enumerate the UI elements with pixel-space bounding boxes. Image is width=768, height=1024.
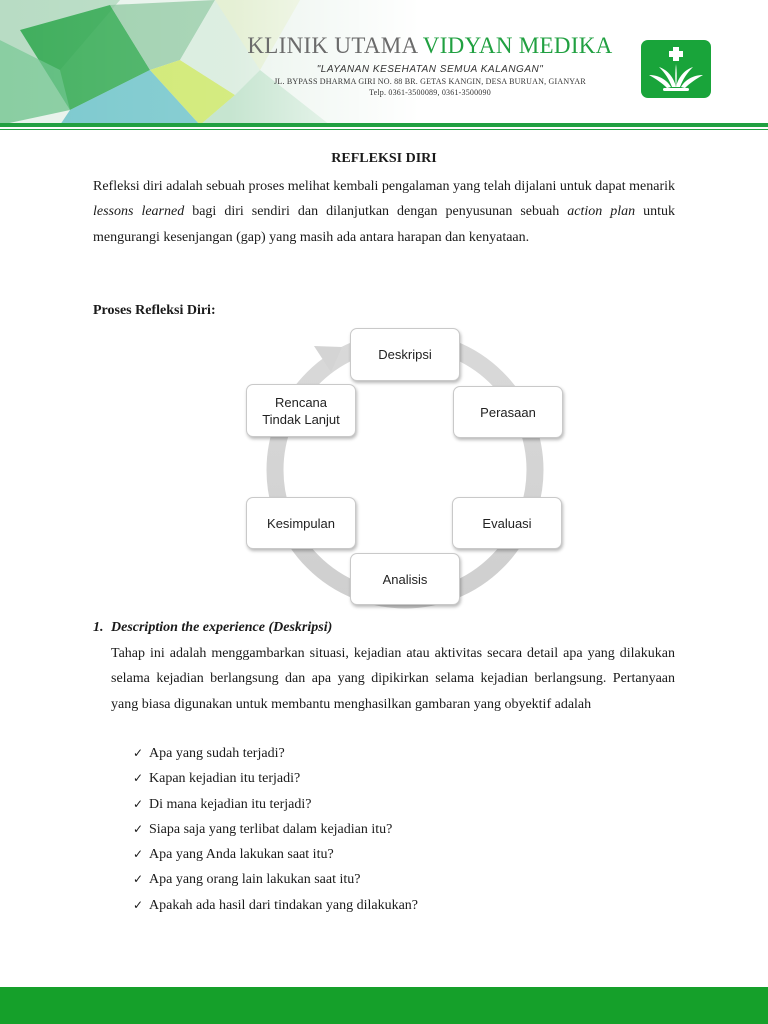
cycle-step-deskripsi: Deskripsi (350, 328, 460, 381)
list-item: ✓ Kapan kejadian itu terjadi? (133, 766, 418, 791)
list-item: ✓ Apa yang sudah terjadi? (133, 741, 418, 766)
clinic-header-text (230, 32, 630, 97)
intro-paragraph (93, 174, 675, 250)
check-icon: ✓ (133, 746, 144, 760)
intro-text-1: Refleksi diri adalah sebuah proses melihat kembali pengalaman yang telah dijalani untuk dapat menarik (93, 179, 675, 194)
document-title: REFLEKSI DIRI (331, 151, 437, 166)
clinic-phone: Telp. 0361-3500089, 0361-3500090 (369, 88, 491, 97)
list-item: ✓ Apa yang orang lain lakukan saat itu? (133, 867, 418, 892)
check-icon: ✓ (133, 771, 144, 786)
letterhead (0, 0, 768, 130)
list-item: ✓ Siapa saja yang terlibat dalam kejadian itu? (133, 817, 418, 842)
clinic-name-part2: VIDYAN MEDIKA (422, 33, 613, 58)
section-1-heading (93, 620, 332, 636)
cycle-step-rencana-tindak-lanjut: Rencana Tindak Lanjut (246, 384, 356, 437)
cycle-step-analisis: Analisis (350, 553, 460, 605)
clinic-address: JL. BYPASS DHARMA GIRI NO. 88 BR. GETAS KANGIN, DESA BURUAN, GIANYAR (274, 77, 586, 86)
header-rule-thin (0, 129, 768, 130)
check-icon: ✓ (133, 847, 144, 862)
intro-text-2: bagi diri sendiri dan dilanjutkan dengan penyusunan sebuah (184, 204, 568, 220)
cycle-step-perasaan: Perasaan (453, 386, 563, 438)
reflection-cycle-diagram (230, 320, 580, 620)
cycle-step-evaluasi: Evaluasi (452, 497, 562, 549)
palm-leaves-cross-logo-icon (641, 40, 711, 98)
intro-text-3: untuk mengurangi kesenjangan (gap) yang masih ada antara harapan dan kenyataan. (93, 204, 676, 245)
section-1-number: 1. (93, 620, 104, 635)
clinic-name (230, 32, 630, 60)
list-item: ✓ Di mana kejadian itu terjadi? (133, 792, 418, 817)
check-icon: ✓ (133, 796, 144, 811)
check-icon: ✓ (133, 897, 144, 912)
question-checklist (133, 741, 418, 918)
footer-band (0, 987, 768, 1024)
intro-emphasis-action-plan: action plan (567, 204, 636, 220)
clinic-name-part1: KLINIK UTAMA (247, 33, 418, 58)
process-heading: Proses Refleksi Diri: (93, 303, 216, 318)
intro-emphasis-lessons-learned: lessons learned (93, 204, 185, 220)
list-item: ✓ Apa yang Anda lakukan saat itu? (133, 842, 418, 867)
section-1-body: Tahap ini adalah menggambarkan situasi, kejadian atau aktivitas secara detail apa yang dilakukan selama kejadian berlangsung dan apa yang dipikirkan selama kejadian berlangsung. Pertanyaan yang biasa digunakan untuk membantu menghasilkan gambaran yang obyektif adalah (111, 646, 675, 712)
clinic-tagline: "LAYANAN KESEHATAN SEMUA KALANGAN" (316, 64, 544, 75)
section-1-title: Description the experience (Deskripsi) (111, 620, 333, 635)
list-item: ✓ Apakah ada hasil dari tindakan yang dilakukan? (133, 893, 418, 918)
cycle-step-kesimpulan: Kesimpulan (246, 497, 356, 549)
header-rule-thick (0, 123, 768, 127)
check-icon: ✓ (133, 872, 144, 887)
check-icon: ✓ (133, 821, 144, 836)
